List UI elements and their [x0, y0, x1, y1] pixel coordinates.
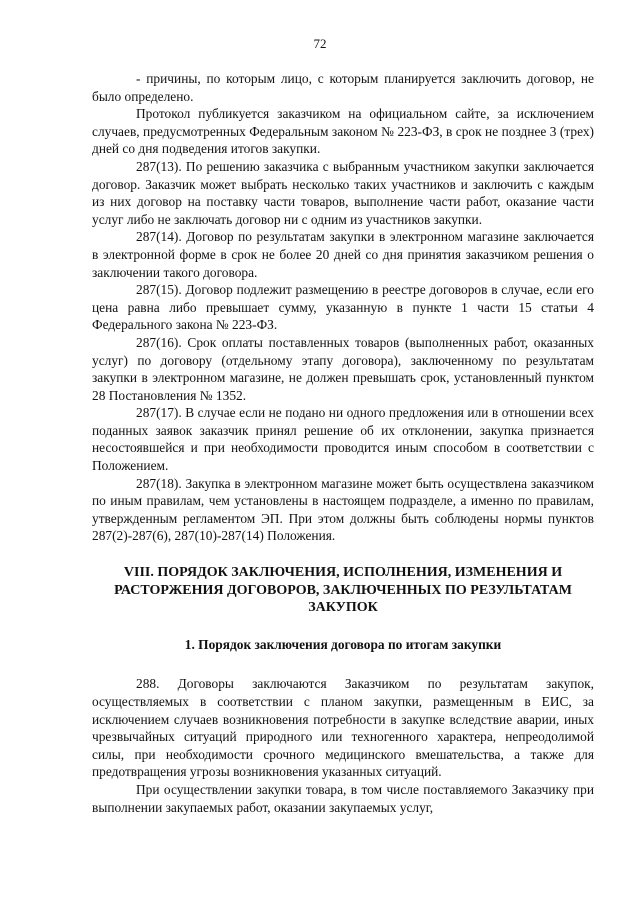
paragraph-procurement-goods: При осуществлении закупки товара, в том числе поставляемого Заказчику при выполнении закупаемых работ, оказании закупаемых услуг, [92, 781, 594, 815]
paragraph-287-16: 287(16). Срок оплаты поставленных товаров (выполненных работ, оказанных услуг) по договору (отдельному этапу договора), заключенному по результатам закупки в электронном магазине, не должен превышать срок, установленный пунктом 28 Постановления № 1352. [92, 334, 594, 403]
chapter-title: VIII. ПОРЯДОК ЗАКЛЮЧЕНИЯ, ИСПОЛНЕНИЯ, ИЗМЕНЕНИЯ И РАСТОРЖЕНИЯ ДОГОВОРОВ, ЗАКЛЮЧЕННЫХ ПО РЕЗУЛЬТАТАМ ЗАКУПОК [114, 565, 572, 616]
paragraph-287-13: 287(13). По решению заказчика с выбранным участником закупки заключается договор. Заказчик может выбрать несколько таких участников и заключить с каждым из них договор на поставку части товаров, выполнение части работ, оказание части услуг либо не заключать договор ни с одним из участников закупки. [92, 158, 594, 227]
section-title: 1. Порядок заключения договора по итогам закупки [184, 636, 502, 652]
paragraph-reason-dash: - причины, по которым лицо, с которым планируется заключить договор, не было определено. [92, 71, 594, 104]
paragraph-288: 288. Договоры заключаются Заказчиком по результатам закупок, осуществляемых в соответствии с планом закупки, размещенным в ЕИС, за исключением случаев возникновения потребности в закупке вследствие аварии, иных чрезвычайных ситуаций природного или техногенного характера, непреодолимой силы, при необходимости срочного медицинского вмешательства, а также для предотвращения угрозы возникновения указанных ситуаций. [92, 676, 594, 780]
paragraph-287-17: 287(17). В случае если не подано ни одного предложения или в отношении всех поданных заявок заказчик принял решение об их отклонении, закупка признается несостоявшейся и при необходимости проводится иным способом в соответствии с Положением. [92, 405, 594, 474]
page-number: 72 [313, 36, 327, 51]
paragraph-287-18: 287(18). Закупка в электронном магазине может быть осуществлена заказчиком по иным правилам, чем установлены в настоящем подразделе, а именно по правилам, утвержденным регламентом ЭП. При этом должны быть соблюдены нормы пунктов 287(2)-287(6), 287(10)-287(14) Положения. [92, 475, 594, 544]
document-body [92, 70, 594, 816]
paragraph-287-14: 287(14). Договор по результатам закупки в электронном магазине заключается в электронной форме в срок не более 20 дней со дня принятия заказчиком решения о заключении такого договора. [92, 229, 594, 280]
paragraph-287-15: 287(15). Договор подлежит размещению в реестре договоров в случае, если его цена равна либо превышает сумму, указанную в пункте 1 части 15 статьи 4 Федерального закона № 223-ФЗ. [92, 282, 594, 333]
paragraph-protocol: Протокол публикуется заказчиком на официальном сайте, за исключением случаев, предусмотренных Федеральным законом № 223-ФЗ, в срок не позднее 3 (трех) дней со дня подведения итогов закупки. [92, 106, 594, 157]
